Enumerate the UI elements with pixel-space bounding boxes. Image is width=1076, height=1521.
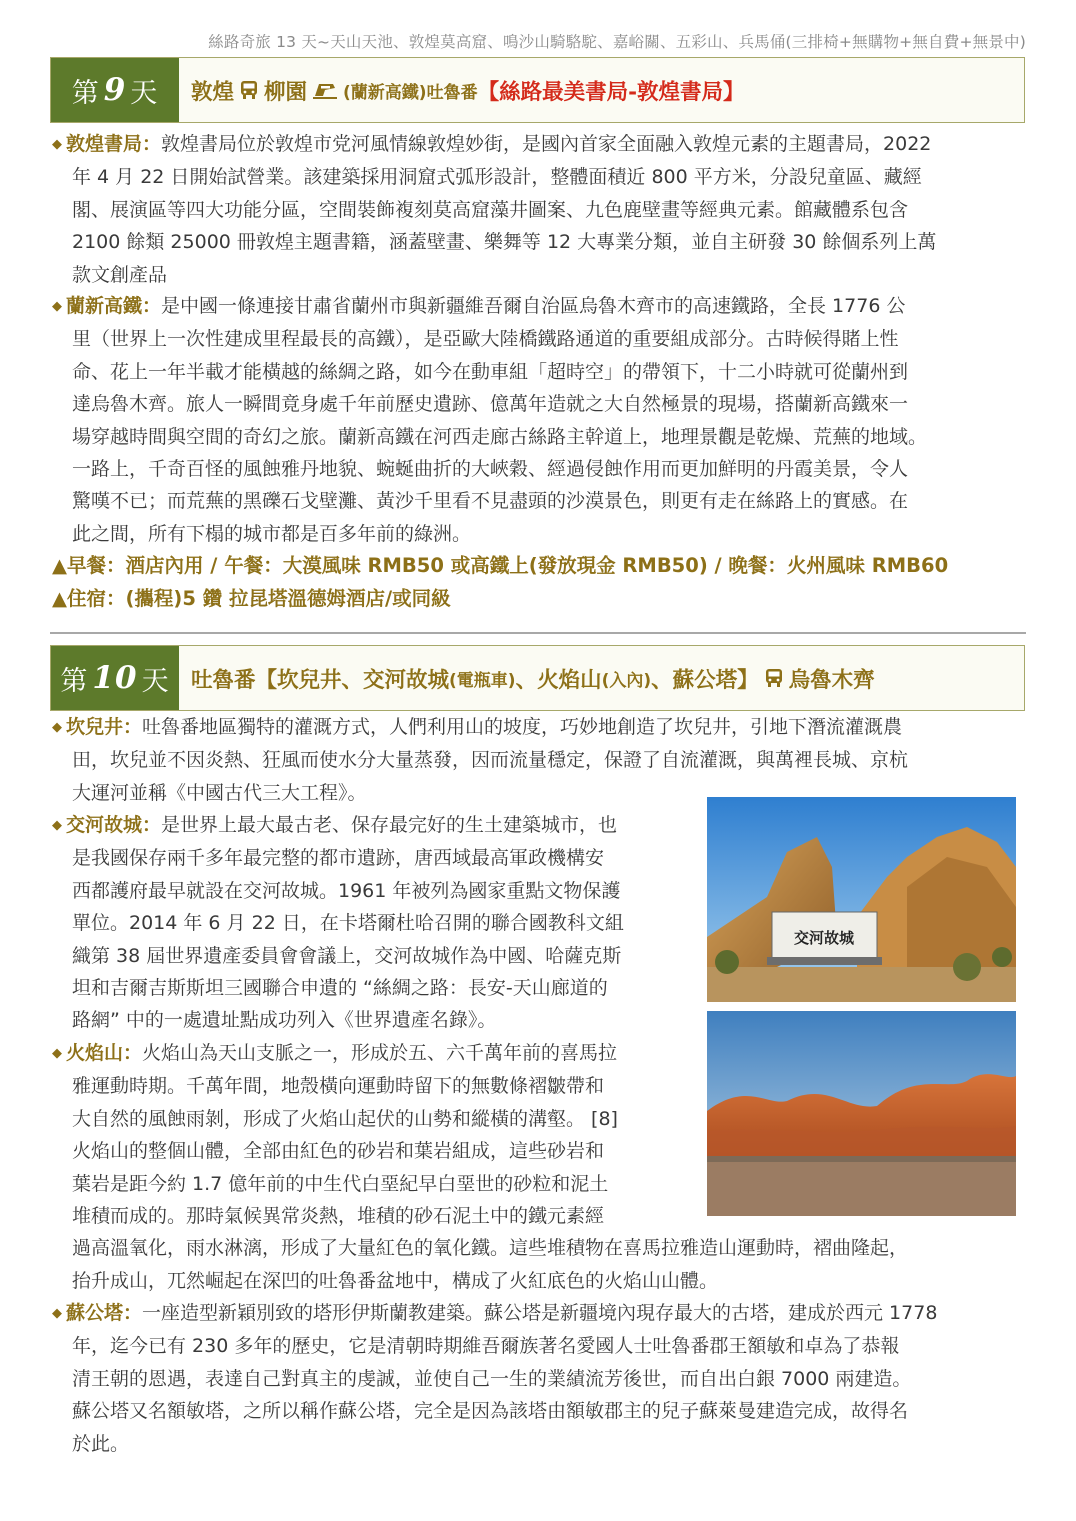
day10-sugong-term: 蘇公塔： [66, 1302, 143, 1324]
text-line: 大運河並稱《中國古代三大工程》。 [72, 781, 367, 804]
day10-day-box [51, 646, 179, 710]
day10-banner [50, 645, 1025, 711]
text-line: 田，坎兒並不因炎熱、狂風而使水分大量蒸發，因而流量穩定，保證了自流灌溉，與萬裡長城、京杭 [72, 749, 909, 772]
day10-flaming-term: 火焰山： [66, 1042, 143, 1064]
text-line: 年 4 月 22 日開始試營業。該建築採用洞窟式弧形設計，整體面積近 800 平方米，分設兒童區、藏經 [72, 166, 922, 189]
text-line: 此之間，所有下榻的城市都是百多年前的綠洲。 [72, 522, 472, 545]
day9-railway-paragraph [52, 290, 1027, 550]
day10-title-a: 吐魯番【坎兒井、交河故城 [191, 667, 450, 693]
text-line: 西都護府最早就設在交河故城。1961 年被列為國家重點文物保護 [72, 879, 621, 902]
text-line: 2100 餘類 25000 冊敦煌主題書籍，涵蓋壁畫、樂舞等 12 大專業分類，並自主研發 30 餘個系列上萬 [72, 231, 937, 254]
bullet-diamond-icon: ◆ [52, 137, 62, 152]
bullet-diamond-icon: ◆ [52, 299, 62, 314]
day10-title-b2: (入內) [601, 670, 652, 691]
bullet-diamond-icon: ◆ [52, 720, 62, 735]
text-line: 大自然的風蝕雨剝，形成了火焰山起伏的山勢和縱橫的溝壑。 [8] [72, 1107, 618, 1130]
text-line: 於此。 [72, 1432, 130, 1455]
day10-title-b: 、火焰山 [515, 667, 602, 693]
day10-title-a2: (電瓶車) [449, 670, 516, 691]
text-line: 織第 38 屆世界遺產委員會會議上，交河故城作為中國、哈薩克斯 [72, 944, 622, 967]
day9-title [191, 58, 1024, 122]
page-header: 絲路奇旅 13 天~天山天池、敦煌莫高窟、鳴沙山騎駱駝、嘉峪關、五彩山、兵馬俑(三排椅+無購物+無自費+無景中) [208, 33, 1026, 51]
text-line: 過高溫氧化，雨水淋漓，形成了大量紅色的氧化鐵。這些堆積物在喜馬拉雅造山運動時，褶曲隆起， [72, 1237, 909, 1260]
day10-jiaohe-paragraph [52, 809, 692, 1037]
day9-title-b: 柳園 [264, 79, 308, 105]
text-line: 驚嘆不已；而荒蕪的黑礫石戈壁灘、黃沙千里看不見盡頭的沙漠景色，則更有走在絲路上的實感。在 [72, 490, 909, 513]
text-line: 一座造型新穎別致的塔形伊斯蘭教建築。蘇公塔是新疆境內現存最大的古塔，建成於西元 1778 [142, 1302, 938, 1324]
day10-karez-paragraph [52, 711, 1027, 809]
text-line: 場穿越時間與空間的奇幻之旅。蘭新高鐵在河西走廊古絲路主幹道上，地理景觀是乾燥、荒蕪的地域。 [72, 425, 928, 448]
day9-meals: ▲早餐：酒店內用 / 午餐：大漠風味 RMB50 或高鐵上(發放現金 RMB50) / 晚餐：火州風味 RMB60 [52, 554, 949, 577]
day9-suffix: 天 [130, 77, 159, 109]
day10-suffix: 天 [141, 665, 170, 697]
text-line: 一路上，千奇百怪的風蝕雅丹地貌、蜿蜒曲折的大峽穀、經過侵蝕作用而更加鮮明的丹霞美景，令人 [72, 458, 909, 481]
flaming-mountains-photo [707, 1011, 1016, 1216]
flaming-mountains-image [707, 1011, 1016, 1216]
day9-title-c: (蘭新高鐵)吐魯番 [343, 82, 478, 103]
day9-bookstore-term: 敦煌書局： [66, 133, 162, 155]
text-line: 雅運動時期。千萬年間，地殼橫向運動時留下的無數條褶皺帶和 [72, 1075, 605, 1098]
text-line: 命、花上一年半載才能橫越的絲綢之路，如今在動車組「超時空」的帶領下，十二小時就可從蘭州到 [72, 360, 909, 383]
jiaohe-ruins-image [707, 797, 1016, 1002]
text-line: 抬升成山，兀然崛起在深凹的吐魯番盆地中，構成了火紅底色的火焰山山體。 [72, 1269, 719, 1292]
day9-bookstore-paragraph [52, 128, 1027, 291]
text-line: 達烏魯木齊。旅人一瞬間竟身處千年前歷史遺跡、億萬年造就之大自然極景的現場，搭蘭新高鐵來一 [72, 393, 909, 416]
text-line: 是世界上最大最古老、保存最完好的生土建築城市，也 [161, 814, 618, 836]
day9-title-d: 【絲路最美書局-敦煌書局】 [477, 79, 745, 105]
day9-banner [50, 57, 1025, 123]
day9-prefix: 第 [71, 77, 100, 109]
text-line: 閣、展演區等四大功能分區，空間裝飾複刻莫高窟藻井圖案、九色鹿壁畫等經典元素。館藏體系包含 [72, 198, 909, 221]
bullet-diamond-icon: ◆ [52, 1046, 62, 1061]
text-line: 是我國保存兩千多年最完整的都市遺跡，唐西域最高軍政機構安 [72, 847, 605, 870]
text-line: 款文創產品 [72, 263, 168, 286]
bus-icon [765, 668, 783, 688]
section-divider [50, 632, 1026, 634]
text-line: 敦煌書局位於敦煌市党河風情線敦煌妙街，是國內首家全面融入敦煌元素的主題書局，2022 [161, 133, 932, 155]
text-line: 吐魯番地區獨特的灌溉方式，人們利用山的坡度，巧妙地創造了坎兒井，引地下潛流灌溉農 [142, 716, 903, 738]
day10-title-d: 烏魯木齊 [788, 667, 875, 693]
day9-number: 9 [103, 72, 127, 108]
day10-title [191, 646, 1024, 710]
day9-railway-term: 蘭新高鐵： [66, 295, 162, 317]
text-line: 火焰山的整個山體，全部由紅色的砂岩和葉岩組成，這些砂岩和 [72, 1140, 605, 1163]
bus-icon [240, 80, 258, 100]
day10-karez-term: 坎兒井： [66, 716, 143, 738]
day10-sugong-paragraph [52, 1297, 1027, 1460]
day10-prefix: 第 [60, 665, 89, 697]
day9-hotel: ▲住宿：(攜程)5 鑽 拉昆塔溫德姆酒店/或同級 [52, 587, 451, 610]
text-line: 是中國一條連接甘肅省蘭州市與新疆維吾爾自治區烏魯木齊市的高速鐵路，全長 1776 公 [161, 295, 906, 317]
text-line: 清王朝的恩遇，表達自己對真主的虔誠，並使自己一生的業績流芳後世，而自出白銀 7000 兩建造。 [72, 1367, 912, 1390]
train-icon [313, 80, 337, 100]
day10-title-c: 、蘇公塔】 [651, 667, 759, 693]
text-line: 蘇公塔又名額敏塔，之所以稱作蘇公塔，完全是因為該塔由額敏郡主的兒子蘇萊曼建造完成，故得名 [72, 1400, 909, 1423]
text-line: 堆積而成的。那時氣候異常炎熱，堆積的砂石泥土中的鐵元素經 [72, 1205, 605, 1228]
bullet-diamond-icon: ◆ [52, 1306, 62, 1321]
text-line: 葉岩是距今約 1.7 億年前的中生代白堊紀早白堊世的砂粒和泥土 [72, 1172, 609, 1195]
day10-number: 10 [92, 660, 138, 696]
text-line: 路網” 中的一處遺址點成功列入《世界遺產名錄》。 [72, 1009, 497, 1032]
bullet-diamond-icon: ◆ [52, 818, 62, 833]
text-line: 火焰山為天山支脈之一，形成於五、六千萬年前的喜馬拉 [142, 1042, 618, 1064]
day9-day-box [51, 58, 179, 122]
jiaohe-ruins-photo [707, 797, 1016, 1002]
text-line: 年，迄今已有 230 多年的歷史，它是清朝時期維吾爾族著名愛國人士吐魯番郡王額敏和卓為了恭報 [72, 1335, 900, 1358]
text-line: 坦和吉爾吉斯斯坦三國聯合申遺的 “絲綢之路：長安-天山廊道的 [72, 977, 608, 1000]
day9-title-a: 敦煌 [191, 79, 235, 105]
day10-jiaohe-term: 交河故城： [66, 814, 162, 836]
jiaohe-sign-text: 交河故城 [793, 929, 855, 947]
text-line: 里（世界上一次性建成里程最長的高鐵），是亞歐大陸橋鐵路通道的重要組成部分。古時候得賭上性 [72, 328, 899, 351]
text-line: 單位。2014 年 6 月 22 日，在卡塔爾杜哈召開的聯合國教科文組 [72, 912, 624, 935]
